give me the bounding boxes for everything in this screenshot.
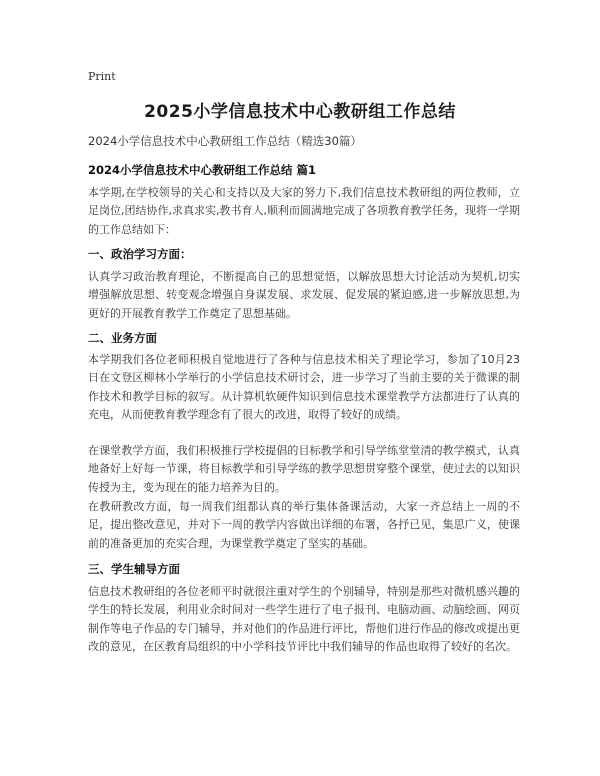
business-paragraph-2: 在课堂教学方面，我们积极推行学校提倡的目标教学和引导学练堂堂清的教学模式，认真地备好上好每一节课，将目标教学和引导学练的教学思想贯穿整个课堂，使过去的以知识传授为主，变为现在的能力培养为目的。 <box>88 444 520 494</box>
business-paragraph-3: 在教研教改方面，每一周我们组都认真的举行集体备课活动，大家一齐总结上一周的不足，提出整改意见，并对下一周的教学内容做出详细的布署，各抒已见，集思广义，使课前的准备更加的充实合理，为课堂教学奠定了坚实的基础。 <box>88 500 520 550</box>
section-heading-tutoring: 三、学生辅导方面 <box>88 562 180 576</box>
section-heading-politics: 一、政治学习方面： <box>88 247 192 261</box>
tutoring-paragraph: 信息技术教研组的各位老师平时就很注重对学生的个别辅导，特别是那些对微机感兴趣的学生的特长发展，利用业余时间对一些学生进行了电子报刊、电脑动画、动脑绘画、网页制作等电子作品的专门辅导，并对他们的作品进行评比，帮他们进行作品的修改或提出更改的意见，在区教育局组织的中小学科技节评比中我们辅导的作品也取得了较好的名次。 <box>88 585 520 654</box>
intro-paragraph: 本学期,在学校领导的关心和支持以及大家的努力下,我们信息技术教研组的两位教师，立足岗位,团结协作,求真求实,教书育人,顺利而圆满地完成了各项教育教学任务，现将一学期的工作总结如下： <box>88 186 520 236</box>
document-subtitle: 2024小学信息技术中心教研组工作总结（精选30篇） <box>88 134 362 148</box>
print-link[interactable]: Print <box>88 70 116 83</box>
section-heading-business: 二、业务方面 <box>88 331 157 345</box>
politics-paragraph: 认真学习政治教育理论，不断提高自己的思想觉悟，以解放思想大讨论活动为契机,切实增强解放思想、转变观念增强自身谋发展、求发展、促发展的紧迫感,进一步解放思想,为更好的开展教育教学工作奠定了思想基础。 <box>88 270 520 320</box>
page-title: 2025小学信息技术中心教研组工作总结 <box>144 102 456 122</box>
article-heading: 2024小学信息技术中心教研组工作总结 篇1 <box>88 163 317 177</box>
business-paragraph-1: 本学期我们各位老师积极自觉地进行了各种与信息技术相关了理论学习，参加了10月23日在文登区柳林小学举行的小学信息技术研讨会，进一步学习了当前主要的关于微课的制作技术和教学目标的叙写。从计算机软硬件知识到信息技术课堂教学方法都进行了认真的充电，从而使教育教学理念有了很大的改进，取得了较好的成绩。 <box>88 353 520 422</box>
